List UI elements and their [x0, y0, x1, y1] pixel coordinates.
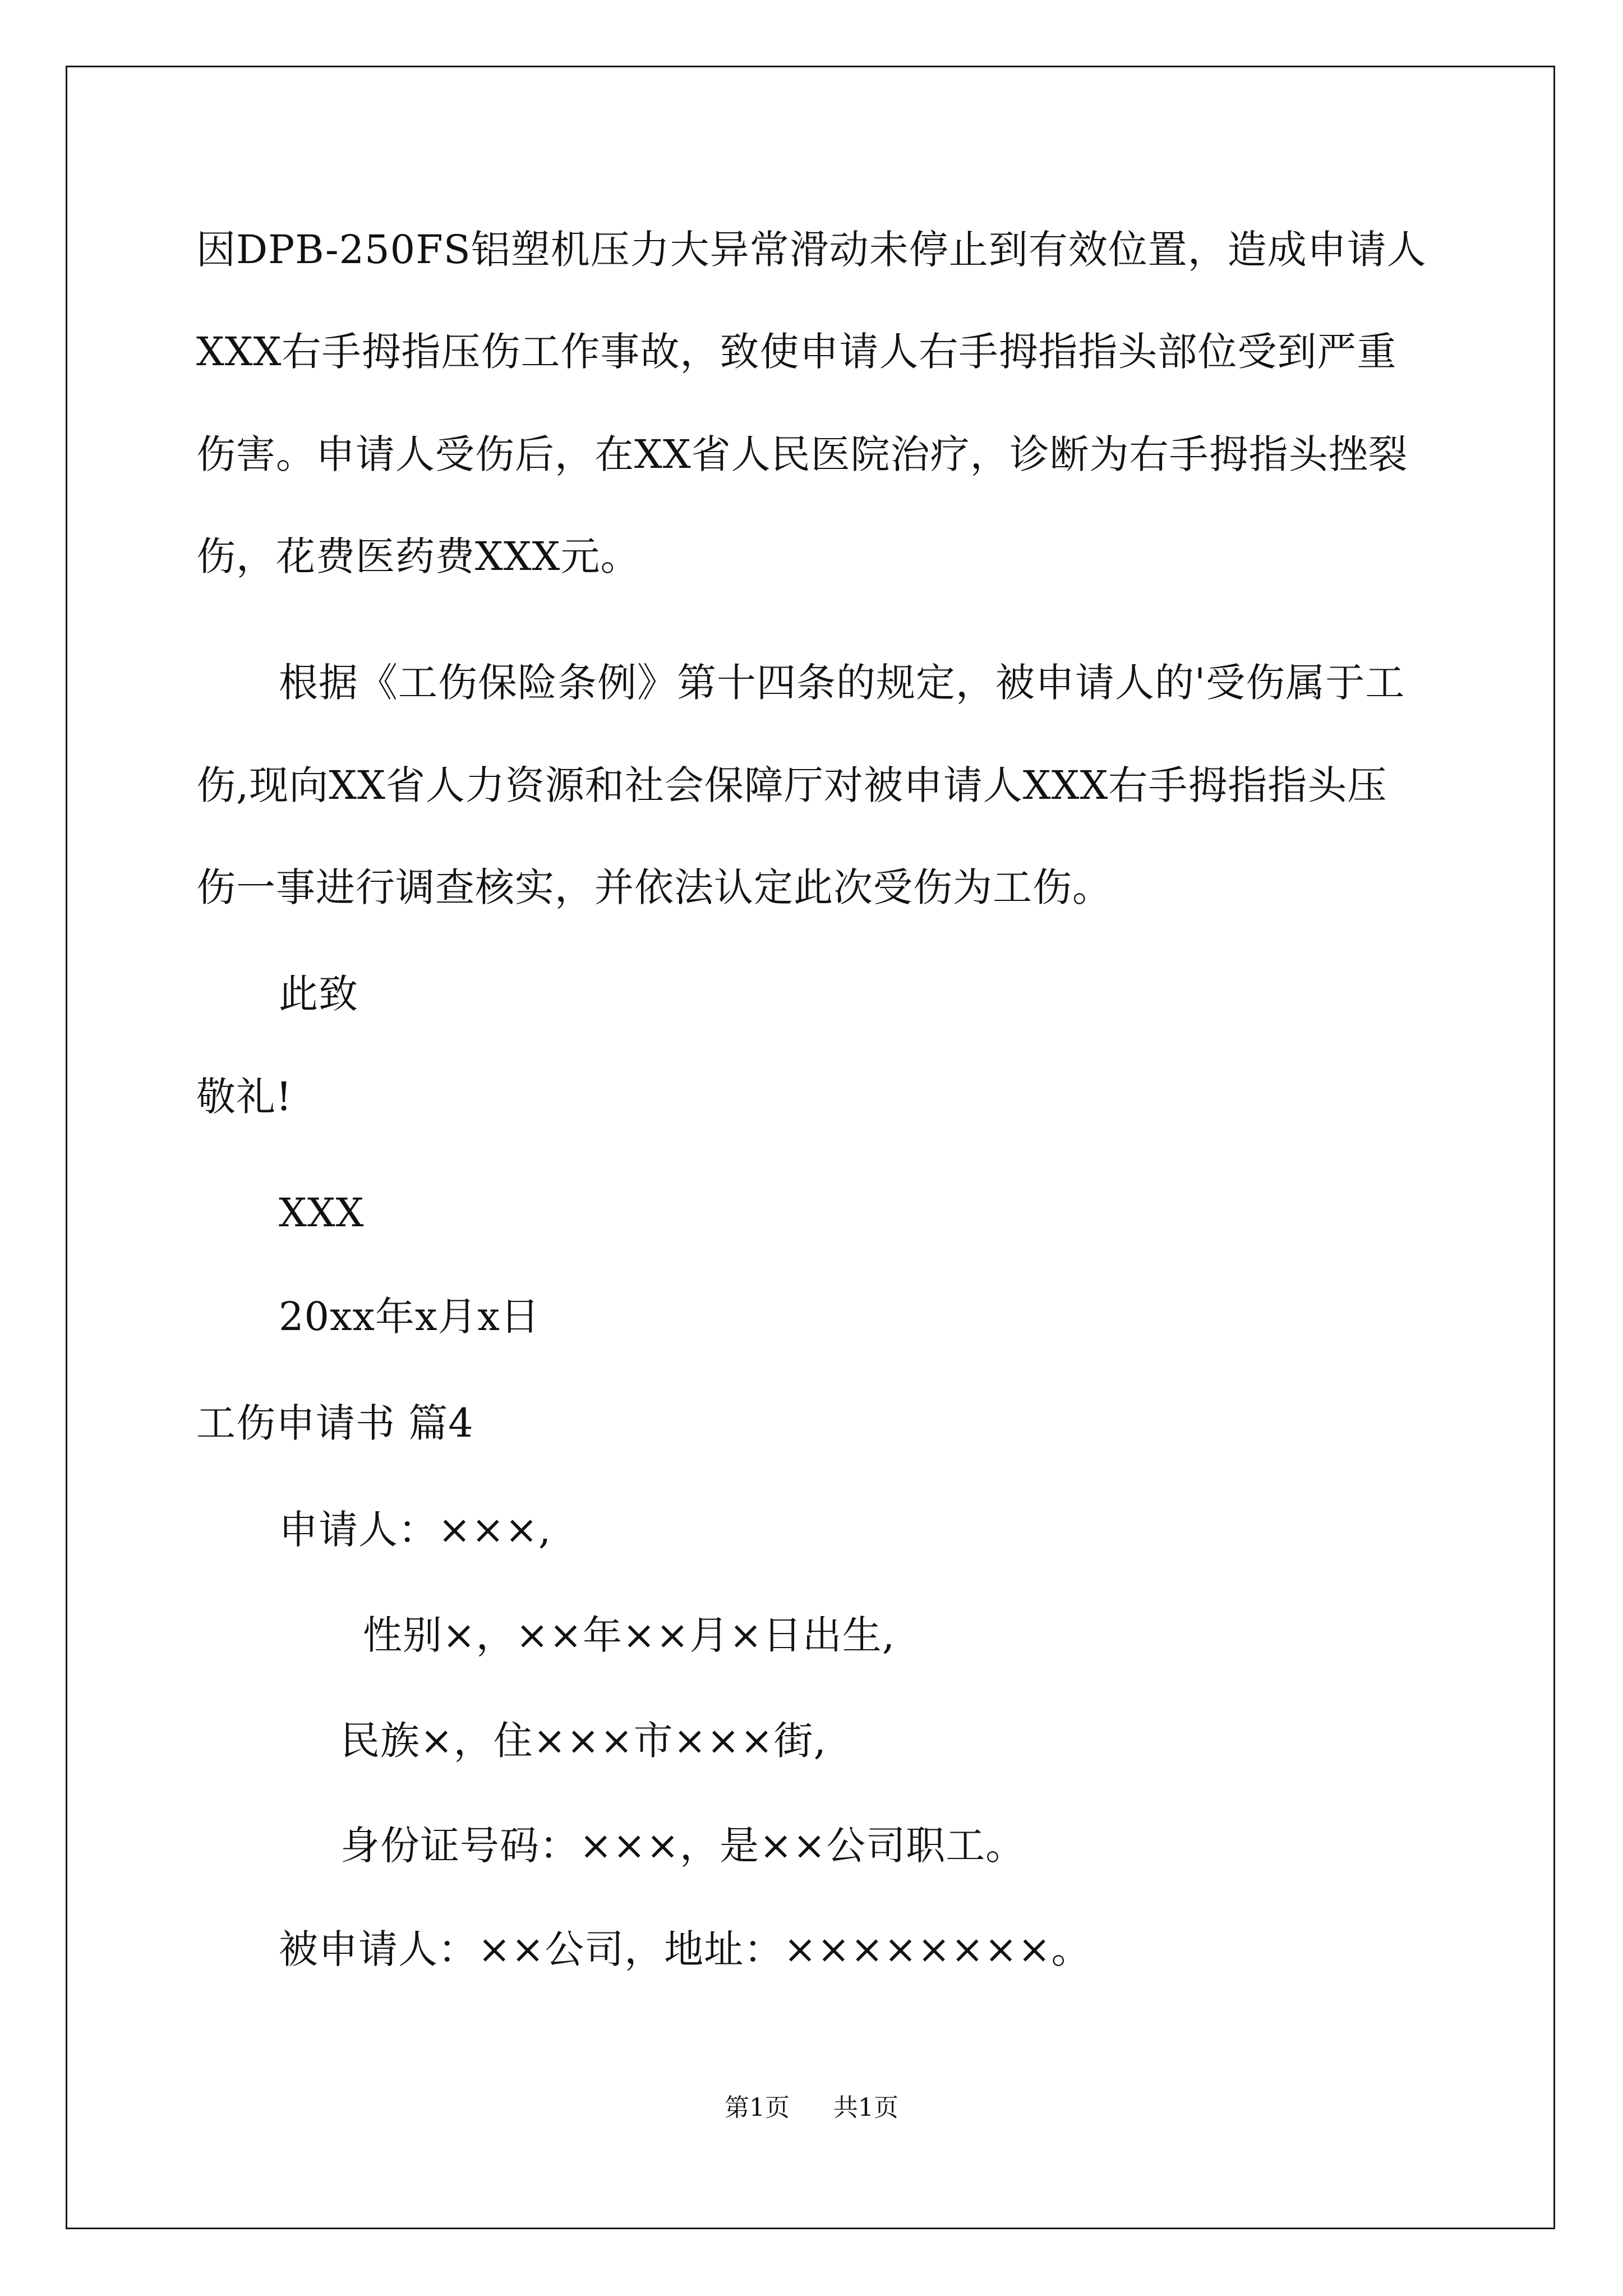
body-line: 伤害。申请人受伤后，在XX省人民医院治疗，诊断为右手拇指头挫裂	[196, 431, 1408, 477]
body-line: 伤，花费医药费XXX元。	[196, 533, 640, 579]
closing-salutation: 敬礼!	[196, 1074, 293, 1120]
page-footer	[0, 2091, 1623, 2125]
body-line: 伤一事进行调查核实，并依法认定此次受伤为工伤。	[196, 864, 1112, 910]
page-current: 第1页	[725, 2093, 790, 2122]
page-border	[66, 66, 1555, 2229]
body-line: 根据《工伤保险条例》第十四条的规定，被申请人的'受伤属于工	[279, 660, 1405, 706]
body-line: 伤,现向XX省人力资源和社会保障厅对被申请人XXX右手拇指指头压	[196, 762, 1387, 808]
respondent-line: 被申请人：××公司，地址：××××××××。	[279, 1926, 1091, 1972]
page-total: 共1页	[833, 2093, 898, 2122]
applicant-ethnicity-address: 民族×，住×××市×××街,	[340, 1718, 827, 1764]
signature-date: 20xx年x月x日	[279, 1294, 540, 1340]
closing-line: 此致	[279, 971, 358, 1017]
signer-name: XXX	[279, 1190, 365, 1236]
section-title: 工伤申请书 篇4	[196, 1400, 474, 1446]
applicant-line: 申请人：×××,	[279, 1507, 552, 1553]
body-line: 因DPB-250FS铝塑机压力大异常滑动未停止到有效位置，造成申请人	[196, 227, 1427, 273]
applicant-gender-birth: 性别×，××年××月×日出生,	[363, 1612, 896, 1658]
applicant-id: 身份证号码：×××，是××公司职工。	[340, 1823, 1026, 1869]
body-line: XXX右手拇指压伤工作事故，致使申请人右手拇指指头部位受到严重	[196, 329, 1397, 375]
